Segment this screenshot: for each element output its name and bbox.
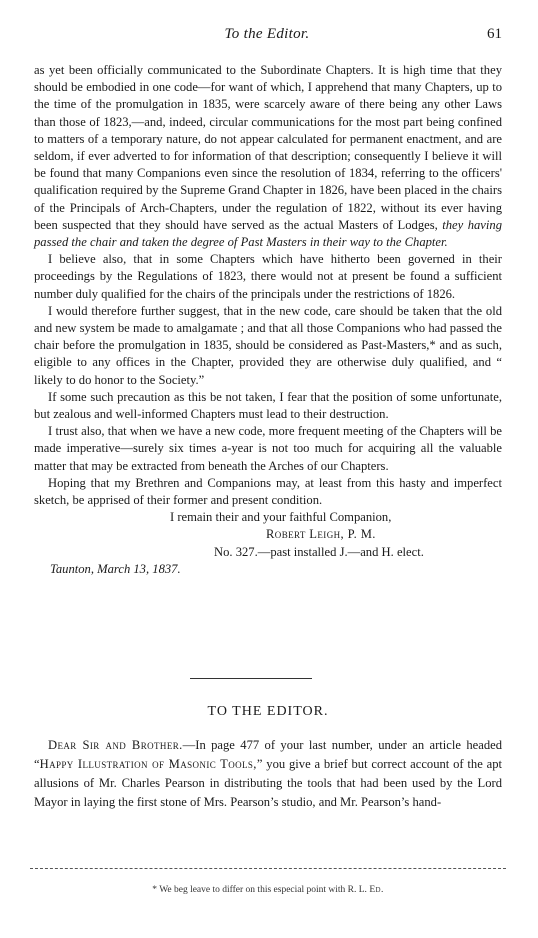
signature-name: Robert Leigh, P. M. xyxy=(266,527,376,542)
paragraph-italic-text: they having passed the chair and taken the degree of Past Masters in their way to the Chapter. xyxy=(34,217,502,250)
letter-body xyxy=(34,62,502,578)
section-divider xyxy=(190,678,312,679)
letter-paragraph-2: I believe also, that in some Chapters which have hitherto been governed in their proceedings by the Regulations of 1823, there would not at present be found a sufficient number duly qualified for the chairs of the principals under the restrictions of 1826. xyxy=(34,252,502,301)
salutation: Dear Sir and Brother. xyxy=(48,738,183,752)
letter-paragraph-1 xyxy=(34,62,502,251)
footnote-rule xyxy=(30,868,506,869)
footnote xyxy=(34,885,502,895)
signature-block xyxy=(34,509,502,578)
footnote-editor: Ed. xyxy=(369,885,384,895)
article-headline: Happy Illustration of Masonic Tools, xyxy=(39,757,257,771)
second-letter-paragraph xyxy=(34,736,502,812)
running-header xyxy=(32,26,502,46)
letter-paragraph-6: Hoping that my Brethren and Companions may, at least from this hasty and imperfect sketch, be apprised of their former and present condition. xyxy=(34,475,502,508)
place-date: Taunton, March 13, 1837. xyxy=(50,561,181,576)
second-letter-body xyxy=(34,736,502,812)
footnote-text: * We beg leave to differ on this especial point with R. L. xyxy=(152,885,367,895)
letter-paragraph-5: I trust also, that when we have a new code, more frequent meeting of the Chapters will be made imperative—surely six times a-year is not too much for acquiring all the valuable matter that may be extracted from beneath the Arches of our Chapters. xyxy=(34,424,502,473)
letter-paragraph-3: I would therefore further suggest, that in the new code, care should be taken that the old and new system be made to amalgamate ; and that all those Companions who had passed the chair before the promulgation in 1835, should be considered as Past-Masters,* and as such, eligible to any offices in the Chapter, provided they are otherwise duly qualified, and “ likely to do honor to the Society.” xyxy=(34,303,502,387)
page-number: 61 xyxy=(487,26,502,42)
closing-line: I remain their and your faithful Companion, xyxy=(170,510,392,525)
paragraph-text: —In page 477 of your last number, under an article headed “ xyxy=(34,738,502,771)
letter-paragraph-4: If some such precaution as this be not taken, I fear that the position of some unfortunate, but zealous and well-informed Chapters must lead to their destruction. xyxy=(34,389,502,422)
paragraph-text: as yet been officially communicated to the Subordinate Chapters. It is high time that they should be embodied in one code—for want of which, I apprehend that many Chapters, up to the time of the promulgation in 1835, were scarcely aware of there being any other Laws than those of 1823,—and, indeed, circular communications for the most part being confined to matters of a temporary nature, do not appear calculated for permanent enactment, and are seldom, if ever adverted to for information of that description; consequently I believe it will be found that many Companions even since the resolution of 1834, referring to the officers' qualification required by the Supreme Grand Chapter in 1826, have been placed in the chairs of the Principals of Arch-Chapters, under the regulation of 1822, without its ever having been suspected that they should have served as the actual Masters of Lodges, xyxy=(34,63,502,232)
section-heading: TO THE EDITOR. xyxy=(207,704,329,719)
paragraph-text: ” you give a brief but correct account of the apt allusions of Mr. Charles Pearson in distributing the tools that had been used by the Lord Mayor in laying the first stone of Mrs. Pearson’s studio, and Mr. Pearson’s hand- xyxy=(34,757,502,809)
running-title: To the Editor. xyxy=(224,26,310,42)
lodge-line: No. 327.—past installed J.—and H. elect. xyxy=(214,544,424,559)
